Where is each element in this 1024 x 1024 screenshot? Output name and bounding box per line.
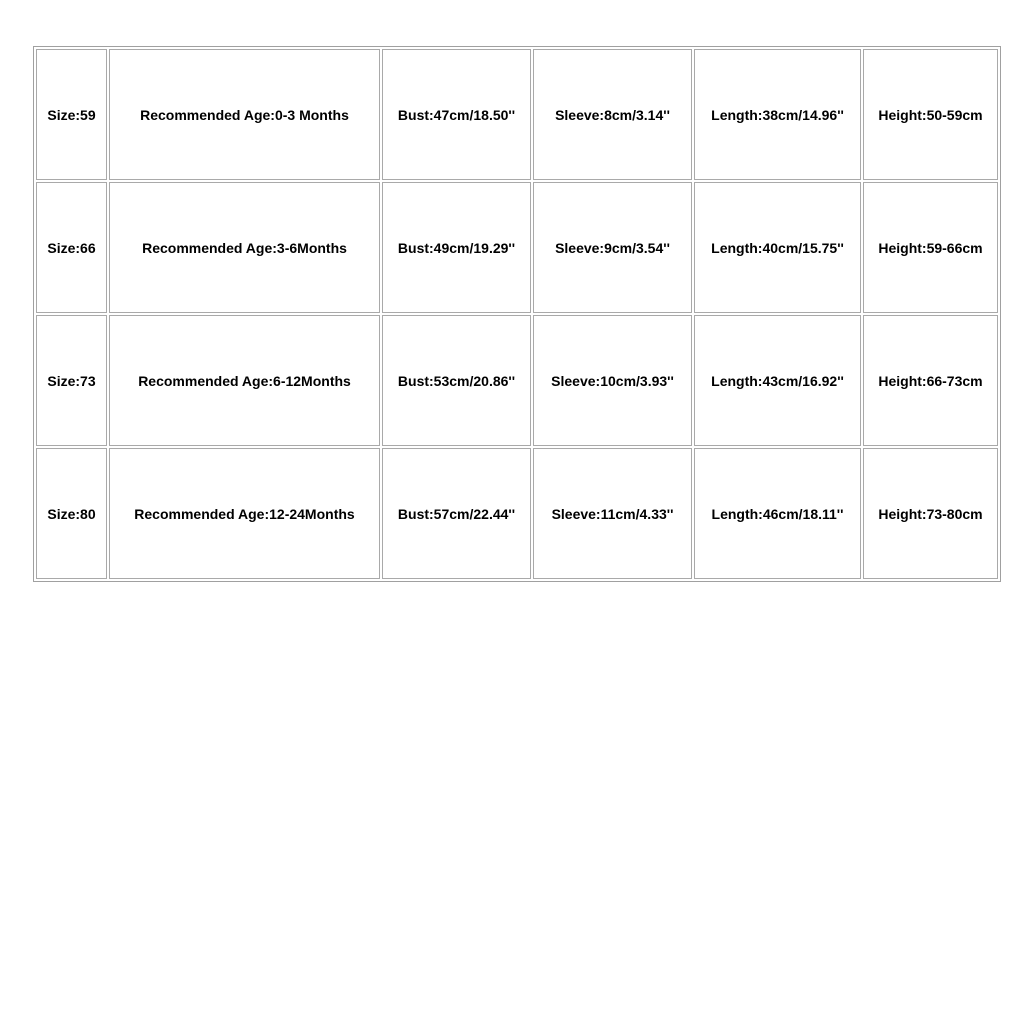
bust-cell: Bust:47cm/18.50'' xyxy=(382,49,531,180)
table-row xyxy=(36,448,998,579)
size-cell: Size:80 xyxy=(36,448,107,579)
size-cell: Size:59 xyxy=(36,49,107,180)
length-cell: Length:38cm/14.96'' xyxy=(694,49,861,180)
length-cell: Length:43cm/16.92'' xyxy=(694,315,861,446)
length-cell: Length:40cm/15.75'' xyxy=(694,182,861,313)
length-cell: Length:46cm/18.11'' xyxy=(694,448,861,579)
height-cell: Height:50-59cm xyxy=(863,49,998,180)
height-cell: Height:73-80cm xyxy=(863,448,998,579)
sleeve-cell: Sleeve:9cm/3.54'' xyxy=(533,182,692,313)
height-cell: Height:66-73cm xyxy=(863,315,998,446)
sleeve-cell: Sleeve:8cm/3.14'' xyxy=(533,49,692,180)
recommended-age-cell: Recommended Age:12-24Months xyxy=(109,448,380,579)
size-cell: Size:73 xyxy=(36,315,107,446)
sleeve-cell: Sleeve:10cm/3.93'' xyxy=(533,315,692,446)
recommended-age-cell: Recommended Age:3-6Months xyxy=(109,182,380,313)
recommended-age-cell: Recommended Age:0-3 Months xyxy=(109,49,380,180)
bust-cell: Bust:49cm/19.29'' xyxy=(382,182,531,313)
table-row xyxy=(36,315,998,446)
table-row xyxy=(36,182,998,313)
recommended-age-cell: Recommended Age:6-12Months xyxy=(109,315,380,446)
bust-cell: Bust:57cm/22.44'' xyxy=(382,448,531,579)
size-cell: Size:66 xyxy=(36,182,107,313)
sleeve-cell: Sleeve:11cm/4.33'' xyxy=(533,448,692,579)
size-chart-table xyxy=(33,46,1001,582)
bust-cell: Bust:53cm/20.86'' xyxy=(382,315,531,446)
table-row xyxy=(36,49,998,180)
height-cell: Height:59-66cm xyxy=(863,182,998,313)
